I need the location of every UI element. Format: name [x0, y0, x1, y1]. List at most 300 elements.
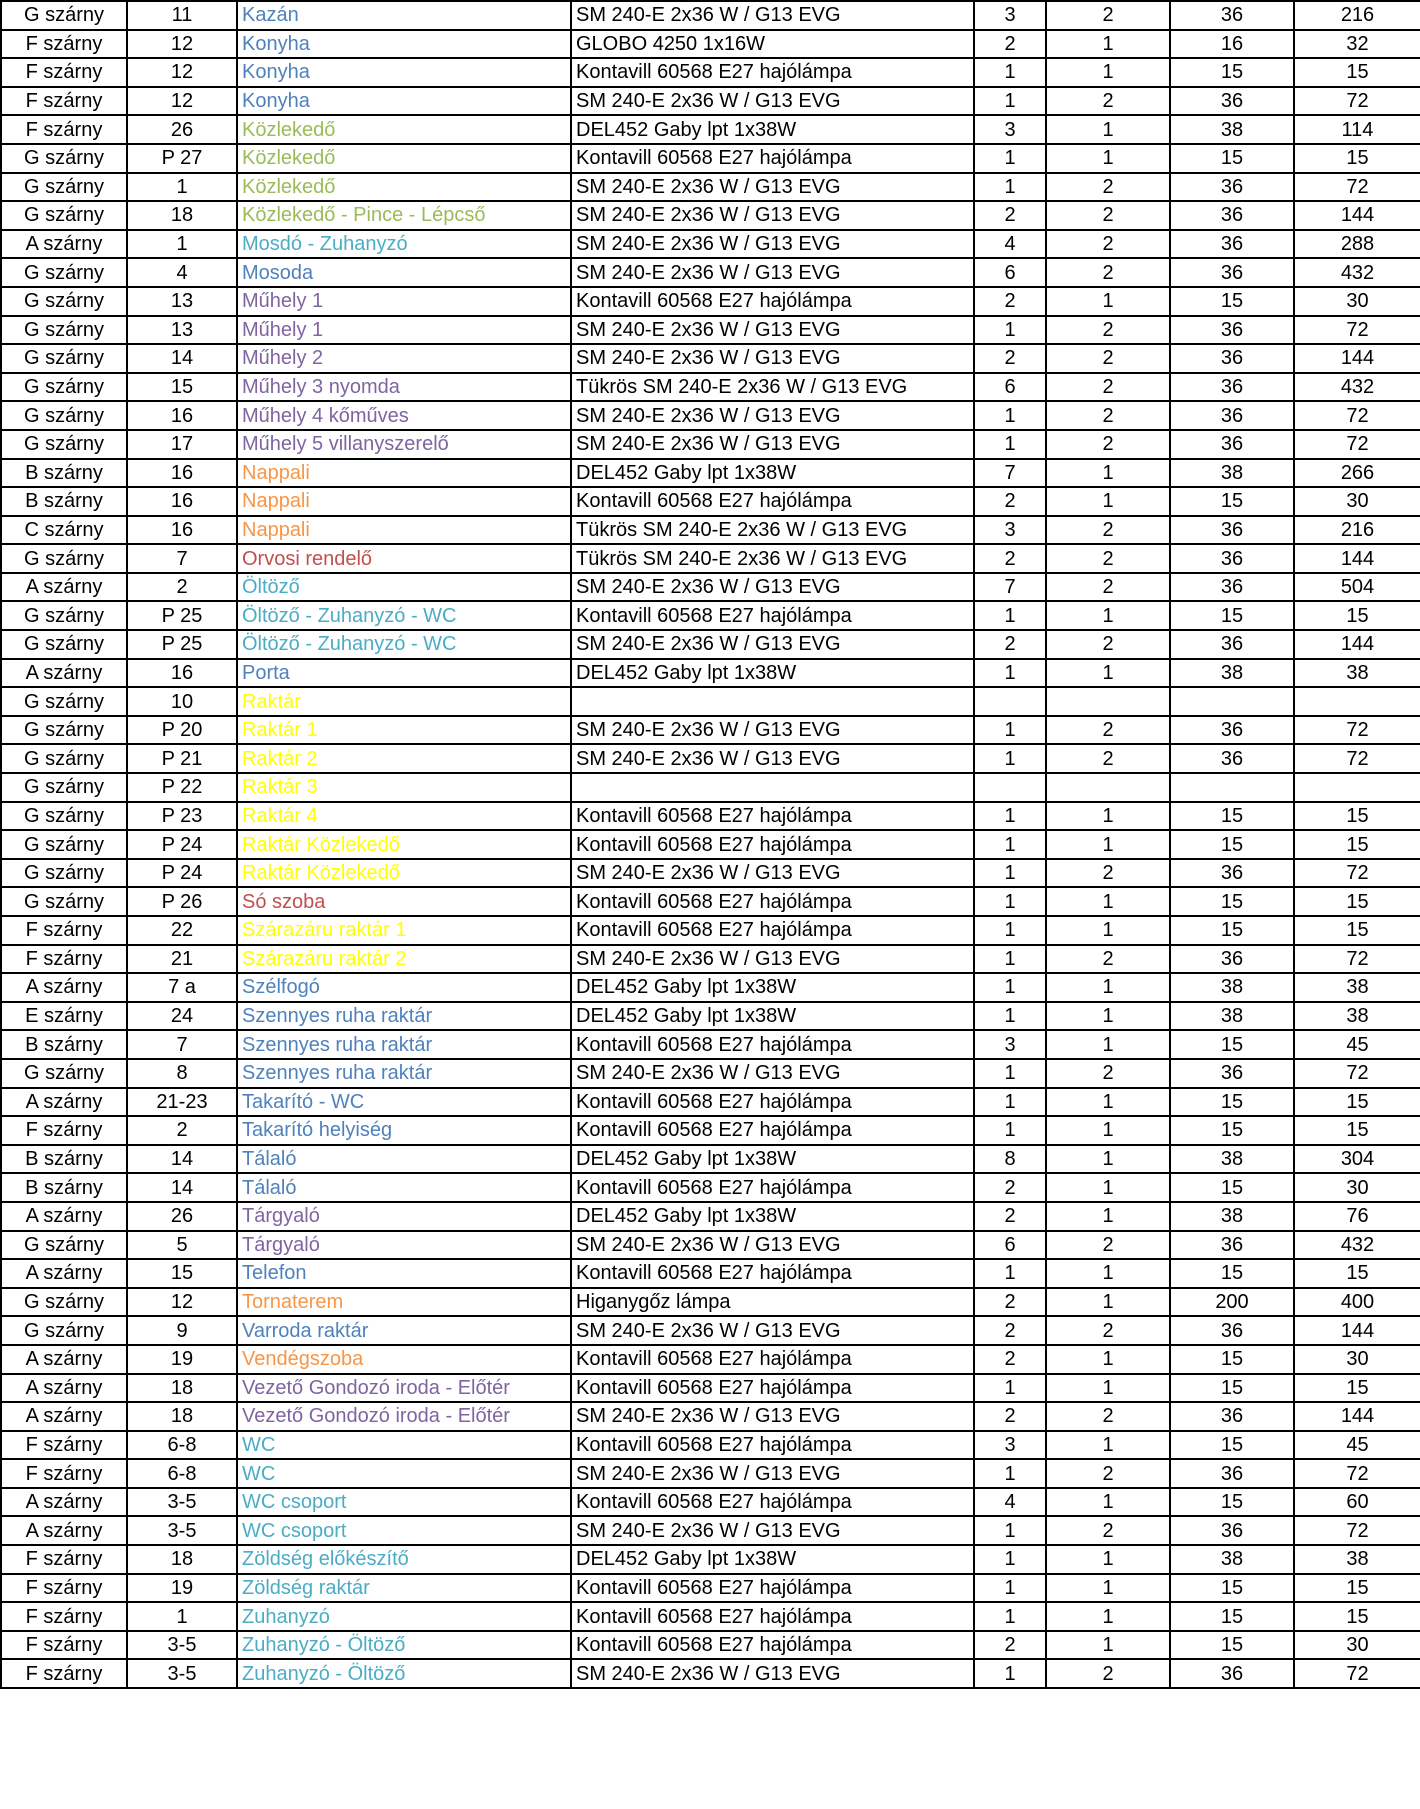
quantity-cell[interactable]: 1 [974, 859, 1046, 888]
fixture-cell[interactable]: Kontavill 60568 E27 hajólámpa [571, 58, 974, 87]
total-watt-cell[interactable]: 60 [1294, 1488, 1420, 1517]
total-watt-cell[interactable]: 144 [1294, 1402, 1420, 1431]
tubes-cell[interactable]: 1 [1046, 916, 1170, 945]
room-name-cell[interactable]: Raktár [237, 687, 571, 716]
total-watt-cell[interactable]: 216 [1294, 516, 1420, 545]
tubes-cell[interactable]: 1 [1046, 1631, 1170, 1660]
room-number-cell[interactable]: P 20 [127, 716, 237, 745]
room-name-cell[interactable]: Szennyes ruha raktár [237, 1030, 571, 1059]
total-watt-cell[interactable]: 45 [1294, 1030, 1420, 1059]
room-number-cell[interactable]: 16 [127, 401, 237, 430]
fixture-cell[interactable]: SM 240-E 2x36 W / G13 EVG [571, 87, 974, 116]
tubes-cell[interactable]: 2 [1046, 316, 1170, 345]
total-watt-cell[interactable]: 144 [1294, 201, 1420, 230]
total-watt-cell[interactable]: 72 [1294, 316, 1420, 345]
wing-cell[interactable]: F szárny [1, 58, 127, 87]
wing-cell[interactable]: G szárny [1, 802, 127, 831]
wattage-cell[interactable]: 38 [1170, 1202, 1294, 1231]
wing-cell[interactable]: F szárny [1, 30, 127, 59]
total-watt-cell[interactable]: 15 [1294, 1088, 1420, 1117]
room-number-cell[interactable]: 18 [127, 201, 237, 230]
total-watt-cell[interactable]: 72 [1294, 430, 1420, 459]
room-name-cell[interactable]: Tárgyaló [237, 1231, 571, 1260]
wattage-cell[interactable]: 36 [1170, 573, 1294, 602]
quantity-cell[interactable]: 3 [974, 516, 1046, 545]
fixture-cell[interactable]: SM 240-E 2x36 W / G13 EVG [571, 1059, 974, 1088]
wattage-cell[interactable]: 36 [1170, 1, 1294, 30]
room-number-cell[interactable]: P 24 [127, 830, 237, 859]
quantity-cell[interactable]: 2 [974, 344, 1046, 373]
quantity-cell[interactable]: 1 [974, 601, 1046, 630]
wattage-cell[interactable]: 36 [1170, 630, 1294, 659]
wing-cell[interactable]: B szárny [1, 459, 127, 488]
room-number-cell[interactable]: 18 [127, 1402, 237, 1431]
wattage-cell[interactable]: 36 [1170, 1516, 1294, 1545]
room-number-cell[interactable]: 12 [127, 1288, 237, 1317]
wattage-cell[interactable]: 15 [1170, 1259, 1294, 1288]
wattage-cell[interactable]: 36 [1170, 344, 1294, 373]
wattage-cell[interactable]: 15 [1170, 1602, 1294, 1631]
quantity-cell[interactable]: 2 [974, 544, 1046, 573]
fixture-cell[interactable]: SM 240-E 2x36 W / G13 EVG [571, 230, 974, 259]
room-number-cell[interactable]: 19 [127, 1345, 237, 1374]
wing-cell[interactable]: G szárny [1, 373, 127, 402]
room-number-cell[interactable]: 4 [127, 258, 237, 287]
wattage-cell[interactable]: 36 [1170, 230, 1294, 259]
room-name-cell[interactable]: Kazán [237, 1, 571, 30]
total-watt-cell[interactable]: 304 [1294, 1145, 1420, 1174]
quantity-cell[interactable]: 1 [974, 716, 1046, 745]
quantity-cell[interactable]: 1 [974, 887, 1046, 916]
wing-cell[interactable]: F szárny [1, 87, 127, 116]
room-name-cell[interactable]: Konyha [237, 87, 571, 116]
room-number-cell[interactable]: 16 [127, 459, 237, 488]
room-name-cell[interactable]: Zöldség előkészítő [237, 1545, 571, 1574]
wattage-cell[interactable]: 15 [1170, 1631, 1294, 1660]
room-number-cell[interactable]: 7 [127, 1030, 237, 1059]
room-name-cell[interactable]: Szennyes ruha raktár [237, 1059, 571, 1088]
wing-cell[interactable]: G szárny [1, 1316, 127, 1345]
total-watt-cell[interactable]: 15 [1294, 1374, 1420, 1403]
room-name-cell[interactable]: Zuhanyzó - Öltöző [237, 1631, 571, 1660]
fixture-cell[interactable]: Tükrös SM 240-E 2x36 W / G13 EVG [571, 373, 974, 402]
wattage-cell[interactable]: 36 [1170, 1316, 1294, 1345]
total-watt-cell[interactable]: 45 [1294, 1431, 1420, 1460]
fixture-cell[interactable]: Higanygőz lámpa [571, 1288, 974, 1317]
wattage-cell[interactable]: 36 [1170, 87, 1294, 116]
tubes-cell[interactable]: 1 [1046, 30, 1170, 59]
wattage-cell[interactable]: 15 [1170, 601, 1294, 630]
total-watt-cell[interactable]: 400 [1294, 1288, 1420, 1317]
total-watt-cell[interactable]: 144 [1294, 544, 1420, 573]
wattage-cell[interactable]: 36 [1170, 201, 1294, 230]
wattage-cell[interactable]: 38 [1170, 659, 1294, 688]
fixture-cell[interactable]: Tükrös SM 240-E 2x36 W / G13 EVG [571, 544, 974, 573]
room-name-cell[interactable]: Mosoda [237, 258, 571, 287]
room-name-cell[interactable]: Vezető Gondozó iroda - Előtér [237, 1374, 571, 1403]
wing-cell[interactable]: G szárny [1, 344, 127, 373]
wing-cell[interactable]: A szárny [1, 1374, 127, 1403]
room-number-cell[interactable]: 2 [127, 573, 237, 602]
room-name-cell[interactable]: Közlekedő [237, 173, 571, 202]
room-name-cell[interactable]: Konyha [237, 58, 571, 87]
room-name-cell[interactable]: WC [237, 1459, 571, 1488]
room-name-cell[interactable]: Öltöző [237, 573, 571, 602]
room-name-cell[interactable]: Közlekedő [237, 115, 571, 144]
wing-cell[interactable]: A szárny [1, 573, 127, 602]
room-number-cell[interactable]: 1 [127, 1602, 237, 1631]
quantity-cell[interactable]: 1 [974, 1574, 1046, 1603]
room-number-cell[interactable]: 9 [127, 1316, 237, 1345]
room-number-cell[interactable]: 2 [127, 1116, 237, 1145]
room-number-cell[interactable]: 11 [127, 1, 237, 30]
quantity-cell[interactable]: 1 [974, 1374, 1046, 1403]
room-number-cell[interactable]: P 25 [127, 630, 237, 659]
room-name-cell[interactable]: Öltöző - Zuhanyzó - WC [237, 630, 571, 659]
room-name-cell[interactable]: Nappali [237, 459, 571, 488]
total-watt-cell[interactable]: 38 [1294, 1002, 1420, 1031]
wattage-cell[interactable]: 36 [1170, 1059, 1294, 1088]
wing-cell[interactable]: G szárny [1, 859, 127, 888]
total-watt-cell[interactable]: 432 [1294, 258, 1420, 287]
wattage-cell[interactable]: 36 [1170, 173, 1294, 202]
fixture-cell[interactable]: Kontavill 60568 E27 hajólámpa [571, 144, 974, 173]
quantity-cell[interactable]: 1 [974, 973, 1046, 1002]
quantity-cell[interactable]: 2 [974, 30, 1046, 59]
tubes-cell[interactable]: 1 [1046, 1574, 1170, 1603]
room-name-cell[interactable]: Műhely 4 kőműves [237, 401, 571, 430]
quantity-cell[interactable]: 2 [974, 1288, 1046, 1317]
total-watt-cell[interactable]: 38 [1294, 1545, 1420, 1574]
wing-cell[interactable]: A szárny [1, 1202, 127, 1231]
fixture-cell[interactable]: DEL452 Gaby lpt 1x38W [571, 1202, 974, 1231]
quantity-cell[interactable]: 1 [974, 659, 1046, 688]
wattage-cell[interactable]: 36 [1170, 516, 1294, 545]
wing-cell[interactable]: A szárny [1, 1259, 127, 1288]
room-number-cell[interactable]: 26 [127, 115, 237, 144]
room-name-cell[interactable]: Zuhanyzó - Öltöző [237, 1659, 571, 1688]
total-watt-cell[interactable]: 504 [1294, 573, 1420, 602]
tubes-cell[interactable]: 1 [1046, 115, 1170, 144]
wing-cell[interactable]: G szárny [1, 316, 127, 345]
wing-cell[interactable]: G szárny [1, 1, 127, 30]
room-name-cell[interactable]: Tálaló [237, 1173, 571, 1202]
wing-cell[interactable]: F szárny [1, 1431, 127, 1460]
room-number-cell[interactable]: 24 [127, 1002, 237, 1031]
quantity-cell[interactable]: 8 [974, 1145, 1046, 1174]
fixture-cell[interactable]: Kontavill 60568 E27 hajólámpa [571, 1345, 974, 1374]
room-number-cell[interactable]: 3-5 [127, 1516, 237, 1545]
fixture-cell[interactable]: SM 240-E 2x36 W / G13 EVG [571, 573, 974, 602]
tubes-cell[interactable] [1046, 687, 1170, 716]
quantity-cell[interactable]: 6 [974, 258, 1046, 287]
quantity-cell[interactable]: 2 [974, 1402, 1046, 1431]
fixture-cell[interactable] [571, 687, 974, 716]
room-number-cell[interactable]: 17 [127, 430, 237, 459]
tubes-cell[interactable]: 1 [1046, 287, 1170, 316]
fixture-cell[interactable]: SM 240-E 2x36 W / G13 EVG [571, 258, 974, 287]
fixture-cell[interactable]: Kontavill 60568 E27 hajólámpa [571, 830, 974, 859]
tubes-cell[interactable]: 1 [1046, 830, 1170, 859]
total-watt-cell[interactable] [1294, 687, 1420, 716]
quantity-cell[interactable]: 1 [974, 430, 1046, 459]
fixture-cell[interactable]: Kontavill 60568 E27 hajólámpa [571, 1030, 974, 1059]
room-name-cell[interactable]: Raktár 2 [237, 744, 571, 773]
fixture-cell[interactable]: SM 240-E 2x36 W / G13 EVG [571, 859, 974, 888]
fixture-cell[interactable]: Kontavill 60568 E27 hajólámpa [571, 287, 974, 316]
wattage-cell[interactable]: 38 [1170, 1002, 1294, 1031]
total-watt-cell[interactable]: 15 [1294, 916, 1420, 945]
fixture-cell[interactable]: DEL452 Gaby lpt 1x38W [571, 1002, 974, 1031]
tubes-cell[interactable]: 2 [1046, 201, 1170, 230]
room-number-cell[interactable]: 5 [127, 1231, 237, 1260]
room-number-cell[interactable]: 18 [127, 1545, 237, 1574]
quantity-cell[interactable] [974, 687, 1046, 716]
room-name-cell[interactable]: Műhely 1 [237, 287, 571, 316]
room-name-cell[interactable]: Zuhanyzó [237, 1602, 571, 1631]
wattage-cell[interactable]: 15 [1170, 287, 1294, 316]
room-number-cell[interactable]: 14 [127, 1145, 237, 1174]
total-watt-cell[interactable]: 15 [1294, 1602, 1420, 1631]
quantity-cell[interactable]: 1 [974, 1459, 1046, 1488]
total-watt-cell[interactable]: 15 [1294, 1259, 1420, 1288]
room-number-cell[interactable]: P 25 [127, 601, 237, 630]
wing-cell[interactable]: A szárny [1, 659, 127, 688]
wing-cell[interactable]: G szárny [1, 430, 127, 459]
total-watt-cell[interactable]: 72 [1294, 1459, 1420, 1488]
fixture-cell[interactable]: Kontavill 60568 E27 hajólámpa [571, 1488, 974, 1517]
wing-cell[interactable]: F szárny [1, 1602, 127, 1631]
tubes-cell[interactable]: 1 [1046, 1602, 1170, 1631]
quantity-cell[interactable]: 1 [974, 1545, 1046, 1574]
fixture-cell[interactable]: SM 240-E 2x36 W / G13 EVG [571, 316, 974, 345]
total-watt-cell[interactable]: 114 [1294, 115, 1420, 144]
fixture-cell[interactable]: Kontavill 60568 E27 hajólámpa [571, 487, 974, 516]
tubes-cell[interactable]: 2 [1046, 1231, 1170, 1260]
total-watt-cell[interactable]: 15 [1294, 144, 1420, 173]
room-name-cell[interactable]: Szennyes ruha raktár [237, 1002, 571, 1031]
wattage-cell[interactable]: 38 [1170, 1145, 1294, 1174]
fixture-cell[interactable]: Kontavill 60568 E27 hajólámpa [571, 1116, 974, 1145]
tubes-cell[interactable]: 2 [1046, 516, 1170, 545]
room-number-cell[interactable]: 12 [127, 87, 237, 116]
total-watt-cell[interactable]: 30 [1294, 1345, 1420, 1374]
quantity-cell[interactable]: 2 [974, 1316, 1046, 1345]
wing-cell[interactable]: F szárny [1, 1574, 127, 1603]
wing-cell[interactable]: G szárny [1, 1059, 127, 1088]
total-watt-cell[interactable]: 15 [1294, 1574, 1420, 1603]
quantity-cell[interactable]: 2 [974, 201, 1046, 230]
wattage-cell[interactable]: 15 [1170, 1088, 1294, 1117]
quantity-cell[interactable]: 3 [974, 1, 1046, 30]
fixture-cell[interactable]: Kontavill 60568 E27 hajólámpa [571, 1574, 974, 1603]
wattage-cell[interactable]: 36 [1170, 1231, 1294, 1260]
room-number-cell[interactable]: 7 [127, 544, 237, 573]
wing-cell[interactable]: B szárny [1, 1145, 127, 1174]
wattage-cell[interactable]: 15 [1170, 58, 1294, 87]
fixture-cell[interactable]: Kontavill 60568 E27 hajólámpa [571, 1259, 974, 1288]
wattage-cell[interactable]: 15 [1170, 1345, 1294, 1374]
room-name-cell[interactable]: Raktár 3 [237, 773, 571, 802]
room-number-cell[interactable]: 18 [127, 1374, 237, 1403]
tubes-cell[interactable]: 2 [1046, 373, 1170, 402]
total-watt-cell[interactable]: 38 [1294, 659, 1420, 688]
room-number-cell[interactable]: 16 [127, 659, 237, 688]
room-name-cell[interactable]: Közlekedő [237, 144, 571, 173]
fixture-cell[interactable]: SM 240-E 2x36 W / G13 EVG [571, 1516, 974, 1545]
fixture-cell[interactable]: SM 240-E 2x36 W / G13 EVG [571, 1316, 974, 1345]
quantity-cell[interactable]: 1 [974, 1059, 1046, 1088]
tubes-cell[interactable]: 1 [1046, 1173, 1170, 1202]
quantity-cell[interactable]: 6 [974, 1231, 1046, 1260]
room-number-cell[interactable]: 6-8 [127, 1431, 237, 1460]
room-name-cell[interactable]: Szélfogó [237, 973, 571, 1002]
total-watt-cell[interactable]: 15 [1294, 830, 1420, 859]
tubes-cell[interactable]: 2 [1046, 230, 1170, 259]
room-name-cell[interactable]: Raktár Közlekedő [237, 830, 571, 859]
quantity-cell[interactable]: 7 [974, 573, 1046, 602]
wattage-cell[interactable]: 200 [1170, 1288, 1294, 1317]
wing-cell[interactable]: F szárny [1, 1545, 127, 1574]
room-number-cell[interactable]: P 23 [127, 802, 237, 831]
fixture-cell[interactable]: Tükrös SM 240-E 2x36 W / G13 EVG [571, 516, 974, 545]
tubes-cell[interactable]: 1 [1046, 1202, 1170, 1231]
quantity-cell[interactable]: 1 [974, 1002, 1046, 1031]
fixture-cell[interactable]: SM 240-E 2x36 W / G13 EVG [571, 344, 974, 373]
quantity-cell[interactable]: 1 [974, 1602, 1046, 1631]
room-name-cell[interactable]: Tornaterem [237, 1288, 571, 1317]
fixture-cell[interactable]: DEL452 Gaby lpt 1x38W [571, 1545, 974, 1574]
quantity-cell[interactable]: 1 [974, 945, 1046, 974]
fixture-cell[interactable]: DEL452 Gaby lpt 1x38W [571, 1145, 974, 1174]
wattage-cell[interactable]: 38 [1170, 459, 1294, 488]
room-number-cell[interactable]: 13 [127, 287, 237, 316]
room-number-cell[interactable]: P 22 [127, 773, 237, 802]
wing-cell[interactable]: B szárny [1, 487, 127, 516]
room-name-cell[interactable]: Raktár 1 [237, 716, 571, 745]
tubes-cell[interactable]: 2 [1046, 744, 1170, 773]
wing-cell[interactable]: A szárny [1, 1345, 127, 1374]
total-watt-cell[interactable]: 144 [1294, 344, 1420, 373]
room-name-cell[interactable]: Nappali [237, 487, 571, 516]
fixture-cell[interactable]: SM 240-E 2x36 W / G13 EVG [571, 173, 974, 202]
wing-cell[interactable]: G szárny [1, 687, 127, 716]
wing-cell[interactable]: G szárny [1, 1288, 127, 1317]
tubes-cell[interactable]: 2 [1046, 173, 1170, 202]
quantity-cell[interactable]: 1 [974, 58, 1046, 87]
tubes-cell[interactable]: 1 [1046, 973, 1170, 1002]
room-number-cell[interactable]: 10 [127, 687, 237, 716]
total-watt-cell[interactable]: 15 [1294, 1116, 1420, 1145]
total-watt-cell[interactable]: 216 [1294, 1, 1420, 30]
tubes-cell[interactable]: 1 [1046, 1288, 1170, 1317]
wattage-cell[interactable]: 15 [1170, 1574, 1294, 1603]
tubes-cell[interactable]: 2 [1046, 401, 1170, 430]
wattage-cell[interactable]: 15 [1170, 1488, 1294, 1517]
tubes-cell[interactable]: 2 [1046, 258, 1170, 287]
room-name-cell[interactable]: Telefon [237, 1259, 571, 1288]
room-number-cell[interactable]: 15 [127, 1259, 237, 1288]
tubes-cell[interactable]: 1 [1046, 659, 1170, 688]
tubes-cell[interactable]: 1 [1046, 487, 1170, 516]
fixture-cell[interactable]: Kontavill 60568 E27 hajólámpa [571, 887, 974, 916]
wattage-cell[interactable]: 16 [1170, 30, 1294, 59]
total-watt-cell[interactable]: 15 [1294, 802, 1420, 831]
room-number-cell[interactable]: 6-8 [127, 1459, 237, 1488]
fixture-cell[interactable]: SM 240-E 2x36 W / G13 EVG [571, 716, 974, 745]
quantity-cell[interactable]: 2 [974, 1173, 1046, 1202]
wattage-cell[interactable]: 15 [1170, 916, 1294, 945]
total-watt-cell[interactable] [1294, 773, 1420, 802]
tubes-cell[interactable]: 2 [1046, 630, 1170, 659]
fixture-cell[interactable]: Kontavill 60568 E27 hajólámpa [571, 916, 974, 945]
fixture-cell[interactable]: Kontavill 60568 E27 hajólámpa [571, 1173, 974, 1202]
total-watt-cell[interactable]: 144 [1294, 630, 1420, 659]
tubes-cell[interactable]: 1 [1046, 1345, 1170, 1374]
room-number-cell[interactable]: 12 [127, 58, 237, 87]
wing-cell[interactable]: A szárny [1, 1402, 127, 1431]
wing-cell[interactable]: G szárny [1, 601, 127, 630]
wing-cell[interactable]: F szárny [1, 945, 127, 974]
quantity-cell[interactable]: 3 [974, 1030, 1046, 1059]
wing-cell[interactable]: G szárny [1, 401, 127, 430]
total-watt-cell[interactable]: 76 [1294, 1202, 1420, 1231]
wattage-cell[interactable]: 15 [1170, 1173, 1294, 1202]
quantity-cell[interactable]: 1 [974, 1116, 1046, 1145]
fixture-cell[interactable]: SM 240-E 2x36 W / G13 EVG [571, 744, 974, 773]
wattage-cell[interactable]: 36 [1170, 258, 1294, 287]
fixture-cell[interactable]: SM 240-E 2x36 W / G13 EVG [571, 1, 974, 30]
total-watt-cell[interactable]: 432 [1294, 1231, 1420, 1260]
room-name-cell[interactable]: Műhely 2 [237, 344, 571, 373]
fixture-cell[interactable]: SM 240-E 2x36 W / G13 EVG [571, 1231, 974, 1260]
room-name-cell[interactable]: WC csoport [237, 1488, 571, 1517]
fixture-cell[interactable]: GLOBO 4250 1x16W [571, 30, 974, 59]
quantity-cell[interactable]: 1 [974, 1088, 1046, 1117]
wattage-cell[interactable]: 36 [1170, 316, 1294, 345]
total-watt-cell[interactable]: 72 [1294, 1516, 1420, 1545]
total-watt-cell[interactable]: 432 [1294, 373, 1420, 402]
tubes-cell[interactable]: 2 [1046, 1459, 1170, 1488]
quantity-cell[interactable]: 3 [974, 115, 1046, 144]
room-name-cell[interactable]: Tárgyaló [237, 1202, 571, 1231]
quantity-cell[interactable]: 1 [974, 1659, 1046, 1688]
room-number-cell[interactable]: 8 [127, 1059, 237, 1088]
total-watt-cell[interactable]: 32 [1294, 30, 1420, 59]
tubes-cell[interactable]: 1 [1046, 1145, 1170, 1174]
quantity-cell[interactable]: 2 [974, 1202, 1046, 1231]
room-number-cell[interactable]: 13 [127, 316, 237, 345]
wing-cell[interactable]: G szárny [1, 773, 127, 802]
wattage-cell[interactable]: 15 [1170, 144, 1294, 173]
tubes-cell[interactable]: 1 [1046, 1088, 1170, 1117]
tubes-cell[interactable]: 2 [1046, 859, 1170, 888]
wing-cell[interactable]: G szárny [1, 173, 127, 202]
quantity-cell[interactable]: 1 [974, 173, 1046, 202]
room-number-cell[interactable]: 3-5 [127, 1659, 237, 1688]
wing-cell[interactable]: A szárny [1, 1088, 127, 1117]
fixture-cell[interactable]: SM 240-E 2x36 W / G13 EVG [571, 1659, 974, 1688]
room-name-cell[interactable]: Vezető Gondozó iroda - Előtér [237, 1402, 571, 1431]
room-name-cell[interactable]: Öltöző - Zuhanyzó - WC [237, 601, 571, 630]
room-name-cell[interactable]: Műhely 3 nyomda [237, 373, 571, 402]
room-name-cell[interactable]: Műhely 5 villanyszerelő [237, 430, 571, 459]
room-number-cell[interactable]: 14 [127, 344, 237, 373]
total-watt-cell[interactable]: 72 [1294, 401, 1420, 430]
fixture-cell[interactable]: Kontavill 60568 E27 hajólámpa [571, 601, 974, 630]
tubes-cell[interactable]: 1 [1046, 1030, 1170, 1059]
fixture-cell[interactable]: SM 240-E 2x36 W / G13 EVG [571, 401, 974, 430]
